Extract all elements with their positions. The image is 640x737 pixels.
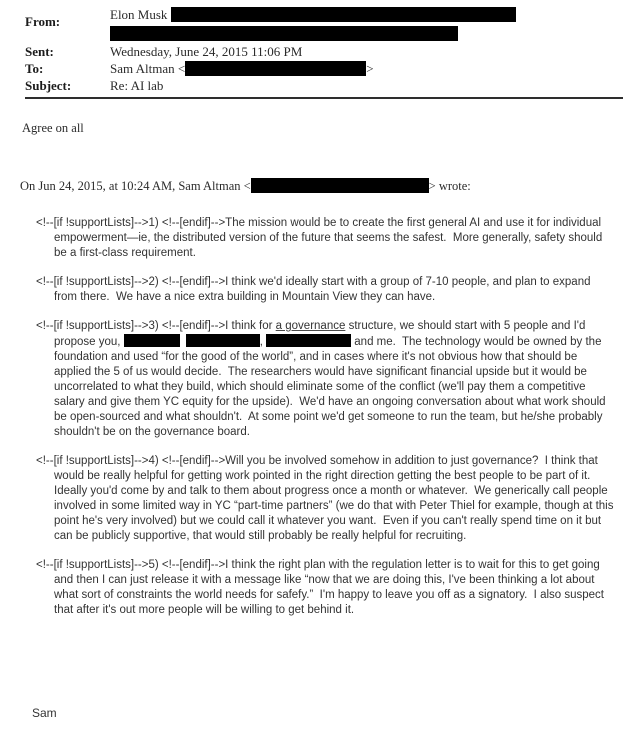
to-label: To: <box>25 61 44 76</box>
redaction-bar <box>124 334 180 347</box>
redaction-bar <box>185 61 366 76</box>
to-close: > <box>366 61 374 76</box>
quote-attribution-suffix: > wrote: <box>428 179 471 193</box>
sent-label: Sent: <box>25 44 54 59</box>
list-item-3 <box>36 319 614 440</box>
redaction-bar <box>110 26 458 41</box>
to-value <box>110 61 374 77</box>
item3-text-pre: <!--[if !supportLists]-->3) <!--[endif]-->I think for <box>36 320 276 332</box>
subject-label: Subject: <box>25 78 72 93</box>
quoted-list <box>36 216 617 632</box>
list-item-5: <!--[if !supportLists]-->5) <!--[endif]-->I think the right plan with the regulation letter is to wait for this to get going and then I can just release it with a message like “now that we are doing this, I've been thinking a lot about what sort of constraints the world needs for safefy.” I'm happy to leave you off as a signatory. I also suspect that after it's out more people will be willing to get behind it. <box>36 559 608 616</box>
signature: Sam <box>32 706 57 720</box>
redaction-bar <box>251 178 429 193</box>
from-label: From: <box>25 14 61 29</box>
quote-attribution <box>20 178 471 194</box>
item3-underlined-text: a governance <box>275 320 346 332</box>
list-item-2: <!--[if !supportLists]-->2) <!--[endif]-->I think we'd ideally start with a group of 7-10 people, and plan to expand from there. We have a nice extra building in Mountain View they can have. <box>36 276 594 303</box>
quote-attribution-prefix: On Jun 24, 2015, at 10:24 AM, Sam Altman < <box>20 179 251 193</box>
item3-text-mid: structure, we should start with 5 people and I'd propose you, <box>54 320 589 348</box>
item3-separator: , <box>259 336 267 348</box>
from-value <box>110 7 516 23</box>
sent-value: Wednesday, June 24, 2015 11:06 PM <box>110 44 303 59</box>
reply-text: Agree on all <box>22 121 84 135</box>
item3-text-post: and me. The technology would be owned by the foundation and used “for the good of the world”, and in cases where it's not obvious how that should be applied the 5 of us would decide. The researchers would have significant financial upside but it would be uncorrelated to what they build, which should eliminate some of the conflict (we'll pay them a competitive salary and give them YC equity for the upside). We'd have an ongoing conversation about what work should be open-sourced and what shouldn't. At some point we'd get someone to run the team, but he/she probably shouldn't be on the governance board. <box>54 336 609 438</box>
list-item-1: <!--[if !supportLists]-->1) <!--[endif]-->The mission would be to create the first general AI and use it for individual empowerment—ie, the distributed version of the future that seems the safest. More generally, safety should be a first-class requirement. <box>36 217 606 259</box>
redaction-bar <box>186 334 260 347</box>
to-name: Sam Altman < <box>110 61 186 76</box>
redaction-bar <box>266 334 351 347</box>
redaction-bar <box>171 7 516 22</box>
header-divider <box>25 97 623 99</box>
from-name: Elon Musk <box>110 7 171 22</box>
list-item-4: <!--[if !supportLists]-->4) <!--[endif]-->Will you be involved somehow in addition to just governance? I think that would be really helpful for getting work pointed in the right direction getting the best people to be part of it. Ideally you'd come by and talk to them about progress once a month or whatever. We generically call people involved in some limited way in YC “part-time partners” (we do that with Peter Thiel for example, though at this point he's very involved) but we could call it whatever you want. Even if you can't really spend time on it but can be publicly supportive, that would still probably be really helpful for recruiting. <box>36 455 617 542</box>
subject-value: Re: AI lab <box>110 78 164 93</box>
